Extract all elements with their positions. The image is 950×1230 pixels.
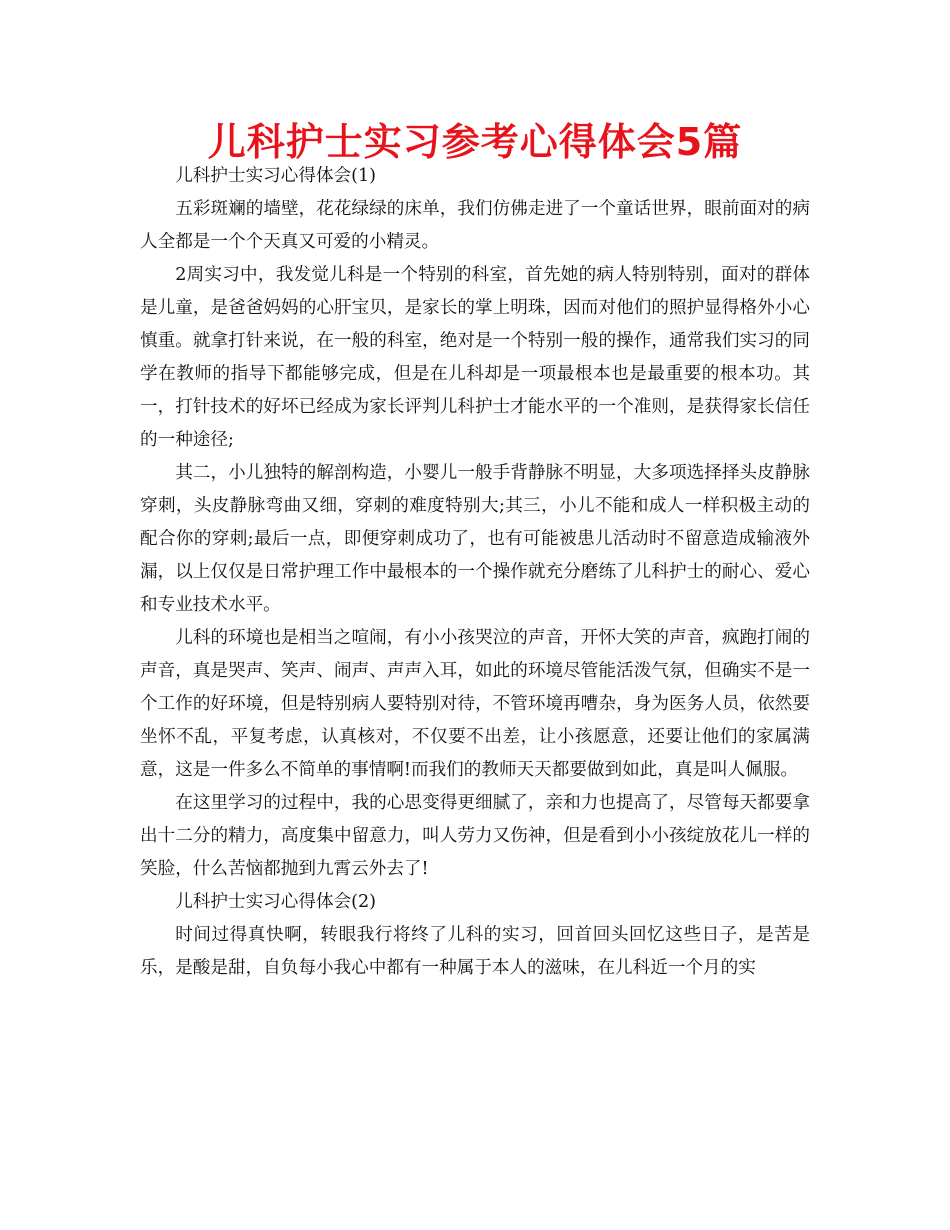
paragraph-1: 五彩斑斓的墙壁，花花绿绿的床单，我们仿佛走进了一个童话世界，眼前面对的病人全都是一个个天真又可爱的小精灵。 — [140, 199, 810, 252]
paragraph-4: 儿科的环境也是相当之喧闹，有小小孩哭泣的声音，开怀大笑的声音，疯跑打闹的声音，真是哭声、笑声、闹声、声声入耳，如此的环境尽管能活泼气氛，但确实不是一个工作的好环境，但是特别病人要特别对待，不管环境再嘈杂，身为医务人员，依然要坐怀不乱，平复考虑，认真核对，不仅要不出差，让小孩愿意，还要让他们的家属满意，这是一件多么不简单的事情啊!而我们的教师天天都要做到如此，真是叫人佩服。 — [140, 628, 810, 780]
paragraph-5: 在这里学习的过程中，我的心思变得更细腻了，亲和力也提高了，尽管每天都要拿出十二分的精力，高度集中留意力，叫人劳力又伤神，但是看到小小孩绽放花儿一样的笑脸，什么苦恼都抛到九霄云外去了! — [140, 793, 810, 879]
section-heading-1: 儿科护士实习心得体会(1) — [175, 166, 377, 186]
document-body — [140, 160, 810, 985]
section-heading-2: 儿科护士实习心得体会(2) — [175, 892, 377, 912]
paragraph-3: 其二，小儿独特的解剖构造，小婴儿一般手背静脉不明显，大多项选择择头皮静脉穿刺，头皮静脉弯曲又细，穿刺的难度特别大;其三，小儿不能和成人一样积极主动的配合你的穿刺;最后一点，即便穿刺成功了，也有可能被患儿活动时不留意造成输液外漏，以上仅仅是日常护理工作中最根本的一个操作就充分磨练了儿科护士的耐心、爱心和专业技术水平。 — [140, 463, 810, 615]
paragraph-6: 时间过得真快啊，转眼我行将终了儿科的实习，回首回头回忆这些日子，是苦是乐，是酸是甜，自负每小我心中都有一种属于本人的滋味，在儿科近一个月的实 — [140, 925, 810, 978]
document-title: 儿科护士实习参考心得体会5篇 — [207, 120, 743, 164]
paragraph-2: 2周实习中，我发觉儿科是一个特别的科室，首先她的病人特别特别，面对的群体是儿童，是爸爸妈妈的心肝宝贝，是家长的掌上明珠，因而对他们的照护显得格外小心慎重。就拿打针来说，在一般的科室，绝对是一个特别一般的操作，通常我们实习的同学在教师的指导下都能够完成，但是在儿科却是一项最根本也是最重要的根本功。其一，打针技术的好坏已经成为家长评判儿科护士才能水平的一个准则，是获得家长信任的一种途径; — [140, 265, 810, 450]
